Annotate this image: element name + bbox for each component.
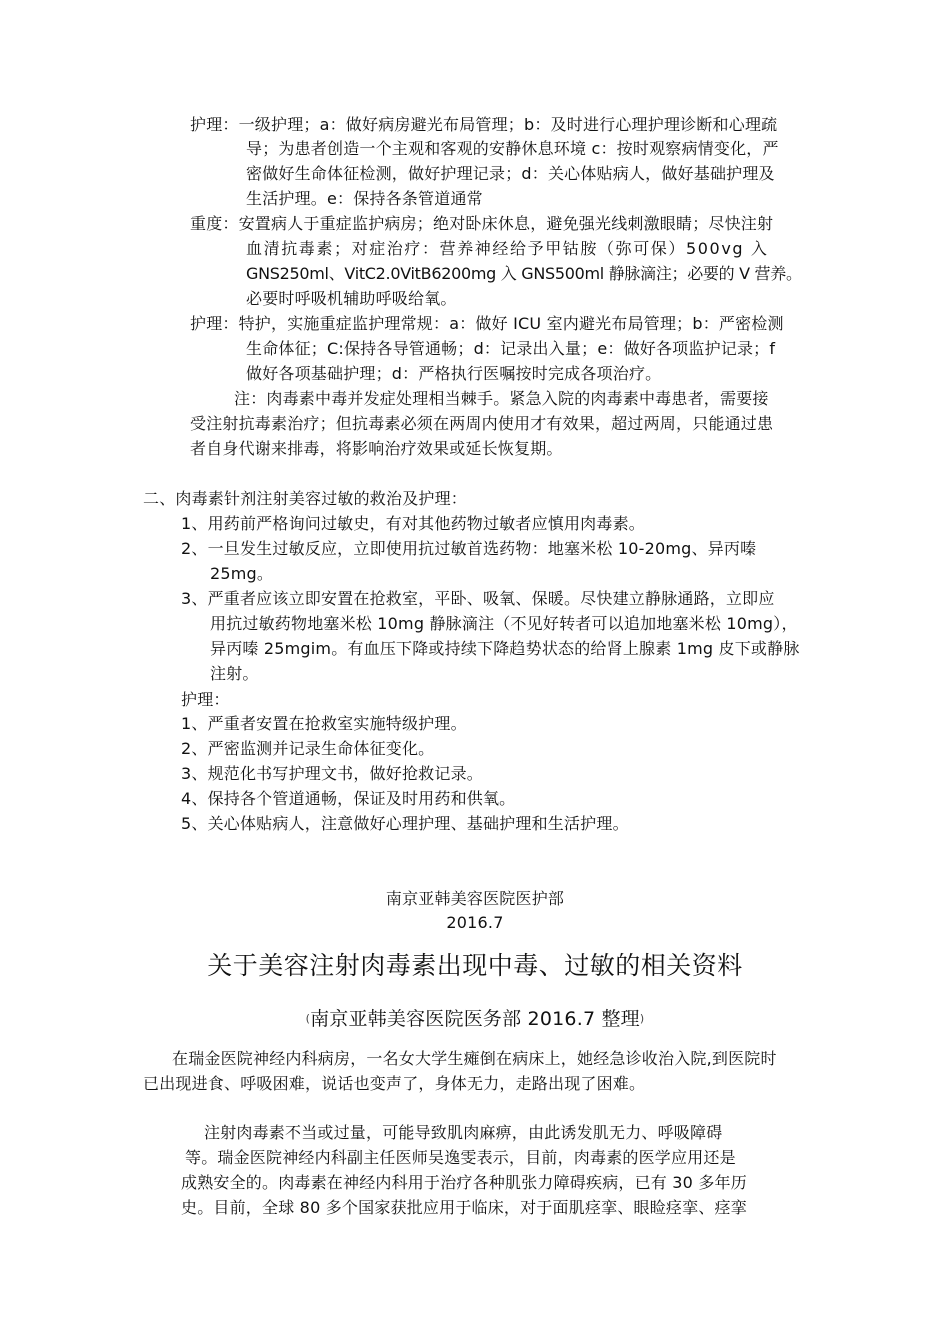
section-heading: 二、肉毒素针剂注射美容过敏的救治及护理： (143, 489, 468, 508)
paragraph-line: 成熟安全的。肉毒素在神经内科用于治疗各种肌张力障碍疾病，已有 30 多年历 (181, 1173, 747, 1192)
list-item: 3、严重者应该立即安置在抢救室，平卧、吸氧、保暖。尽快建立静脉通路，立即应 (181, 589, 775, 608)
note-line: 注：肉毒素中毒并发症处理相当棘手。紧急入院的肉毒素中毒患者，需要接 (234, 389, 769, 408)
severe-line: 必要时呼吸机辅助呼吸给氧。 (246, 289, 457, 308)
nursing-line: 护理：一级护理；a：做好病房避光布局管理；b：及时进行心理护理诊断和心理疏 (190, 115, 778, 134)
nursing-line: 做好各项基础护理；d：严格执行医嘱按时完成各项治疗。 (246, 364, 662, 383)
paragraph-line: 已出现进食、呼吸困难，说话也变声了，身体无力，走路出现了困难。 (143, 1074, 646, 1093)
paragraph-line: 在瑞金医院神经内科病房，一名女大学生瘫倒在病床上，她经急诊收治入院,到医院时 (172, 1049, 777, 1068)
list-item: 2、一旦发生过敏反应，立即使用抗过敏首选药物：地塞米松 10-20mg、异丙嗪 (181, 539, 757, 558)
signature-date: 2016.7 (446, 913, 504, 932)
signature-org: 南京亚韩美容医院医护部 (385, 889, 565, 908)
list-item: 异丙嗪 25mgim。有血压下降或持续下降趋势状态的给肾上腺素 1mg 皮下或静脉 (210, 639, 800, 658)
paragraph-line: 等。瑞金医院神经内科副主任医师吴逸雯表示，目前，肉毒素的医学应用还是 (185, 1148, 736, 1167)
subtitle-close-paren: ) (639, 1012, 645, 1025)
subtitle-open-paren: ( (305, 1012, 311, 1025)
note-line: 者自身代谢来排毒，将影响治疗效果或延长恢复期。 (190, 439, 563, 458)
list-item: 5、关心体贴病人，注意做好心理护理、基础护理和生活护理。 (181, 814, 629, 833)
list-item: 2、严密监测并记录生命体征变化。 (181, 739, 435, 758)
nursing-line: 护理：特护，实施重症监护理常规：a：做好 ICU 室内避光布局管理；b：严密检测 (190, 314, 784, 333)
article-title: 关于美容注射肉毒素出现中毒、过敏的相关资料 (207, 951, 743, 980)
nursing-line: 生活护理。e：保持各条管道通常 (246, 189, 483, 208)
list-item: 3、规范化书写护理文书，做好抢救记录。 (181, 764, 483, 783)
severe-line: 重度：安置病人于重症监护病房；绝对卧床休息，避免强光线刺激眼睛；尽快注射 (190, 214, 774, 233)
list-item: 25mg。 (210, 564, 274, 583)
paragraph-line: 史。目前，全球 80 多个国家获批应用于临床，对于面肌痉挛、眼睑痉挛、痉挛 (181, 1198, 747, 1217)
nursing-line: 导；为患者创造一个主观和客观的安静休息环境 c：按时观察病情变化，严 (246, 139, 779, 158)
nursing-line: 生命体征；C:保持各导管通畅；d：记录出入量；e：做好各项监护记录；f (246, 339, 776, 358)
list-item: 4、保持各个管道通畅，保证及时用药和供氧。 (181, 789, 516, 808)
list-item: 1、用药前严格询问过敏史，有对其他药物过敏者应慎用肉毒素。 (181, 514, 645, 533)
severe-line: GNS250ml、VitC2.0VitB6200mg 入 GNS500ml 静脉滴注；必要的 V 营养。 (246, 264, 802, 283)
nursing-heading: 护理： (181, 690, 230, 709)
nursing-line: 密做好生命体征检测，做好护理记录；d：关心体贴病人，做好基础护理及 (246, 164, 775, 183)
severe-line: 血清抗毒素；对症治疗：营养神经给予甲钴胺（弥可保）500vg 入 (246, 239, 769, 258)
subtitle-text: 南京亚韩美容医院医务部 2016.7 整理 (310, 1008, 640, 1030)
article-subtitle (0, 1005, 950, 1033)
note-line: 受注射抗毒素治疗；但抗毒素必须在两周内使用才有效果，超过两周，只能通过患 (190, 414, 774, 433)
list-item: 用抗过敏药物地塞米松 10mg 静脉滴注（不见好转者可以追加地塞米松 10mg）， (210, 614, 798, 633)
paragraph-line: 注射肉毒素不当或过量，可能导致肌肉麻痹，由此诱发肌无力、呼吸障碍 (204, 1123, 723, 1142)
list-item: 1、严重者安置在抢救室实施特级护理。 (181, 714, 467, 733)
list-item: 注射。 (210, 664, 259, 683)
